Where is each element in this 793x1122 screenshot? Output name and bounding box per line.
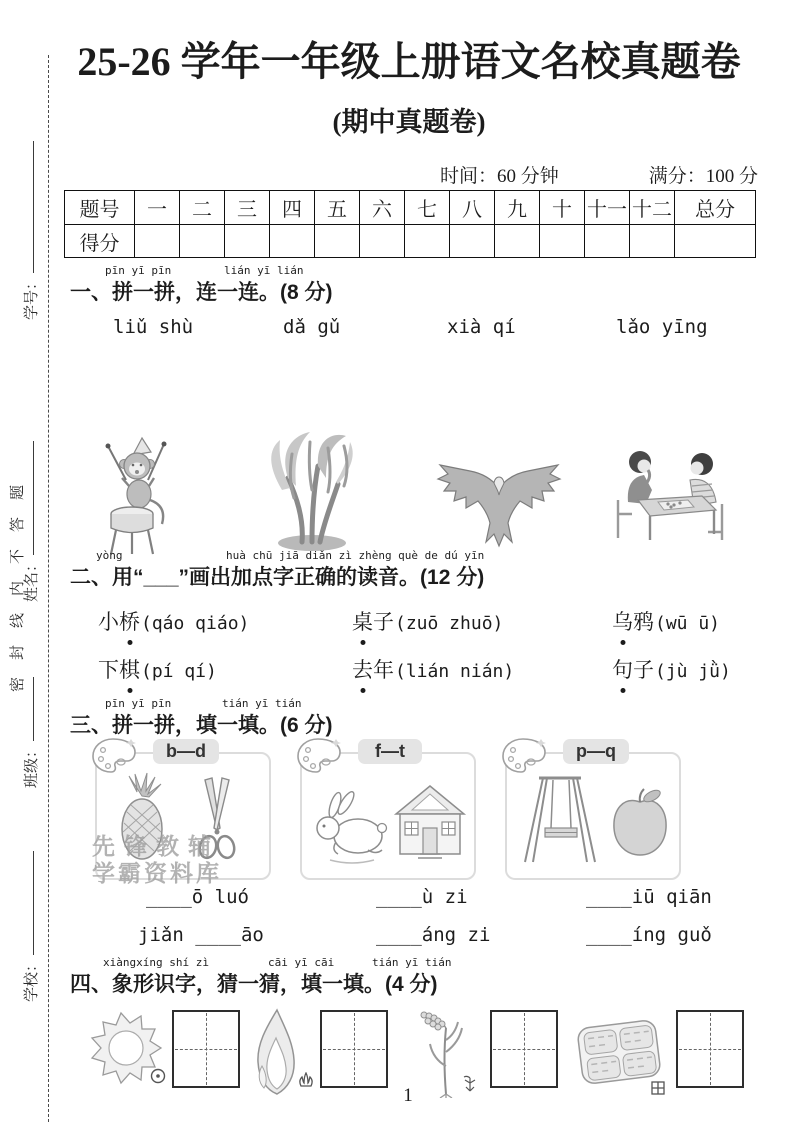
q2-pinyin-2: huà chū jiā diǎn zì zhèng què de dú yīn <box>226 549 485 562</box>
col-header: 十 <box>540 191 585 225</box>
score-cell[interactable] <box>360 225 405 258</box>
time-limit: 时间：60 分钟 <box>440 166 559 187</box>
q2-item <box>612 606 720 636</box>
fill-blank[interactable]: ____ù zi <box>376 886 468 908</box>
q1-pinyin-2: lián yī lián <box>224 264 304 277</box>
page-number: 1 <box>403 1085 413 1106</box>
card-label-bd: b—d <box>153 739 219 764</box>
score-header: 得分 <box>65 225 135 258</box>
table-row <box>65 191 756 225</box>
card-label-pq: p—q <box>563 739 629 764</box>
class-field <box>20 677 41 788</box>
q1-word: lǎo yīng <box>616 316 708 338</box>
q4-pinyin-1: xiàngxíng shí zì <box>103 956 209 969</box>
dotted-char: 乌 <box>612 606 633 636</box>
student-id-label: 学号： <box>24 274 40 320</box>
fill-blank[interactable]: ____íng guǒ <box>586 924 712 946</box>
palette-icon <box>501 736 547 776</box>
score-cell[interactable] <box>540 225 585 258</box>
q1-word: xià qí <box>447 316 516 338</box>
word-char: 子 <box>373 610 394 634</box>
eagle-flying-illustration <box>434 452 564 550</box>
fill-blank[interactable]: ____áng zi <box>376 924 491 946</box>
school-field <box>20 851 41 1002</box>
q1-pinyin-1: pīn yī pīn <box>105 264 172 277</box>
score-cell[interactable] <box>405 225 450 258</box>
col-header: 一 <box>135 191 180 225</box>
score-table <box>64 190 756 258</box>
col-header: 三 <box>225 191 270 225</box>
school-label: 学校： <box>24 956 40 1002</box>
qnum-header: 题号 <box>65 191 135 225</box>
pinyin-options: (lián nián) <box>395 661 515 682</box>
dotted-char: 棋 <box>119 654 140 684</box>
card-label-ft: f—t <box>358 739 422 764</box>
col-header: 八 <box>450 191 495 225</box>
score-cell-total[interactable] <box>675 225 756 258</box>
house-icon <box>390 782 470 862</box>
q2-item <box>98 654 217 684</box>
seal-dashed-line <box>48 55 49 1122</box>
apple-icon <box>609 788 671 858</box>
col-header: 七 <box>405 191 450 225</box>
writing-grid-box[interactable] <box>320 1010 388 1088</box>
score-cell[interactable] <box>630 225 675 258</box>
pinyin-options: (wū ū) <box>655 613 721 634</box>
word-char: 年 <box>373 658 394 682</box>
dotted-char: 桌 <box>352 606 373 636</box>
willow-tree-illustration <box>258 426 366 552</box>
fill-blank[interactable]: ____iū qiān <box>586 886 712 908</box>
exam-info <box>440 161 758 188</box>
watermark-line1: 先锋教辅 <box>92 834 220 859</box>
writing-grid-box[interactable] <box>490 1010 558 1088</box>
col-header: 九 <box>495 191 540 225</box>
writing-grid-box[interactable] <box>172 1010 240 1088</box>
full-score: 满分：100 分 <box>648 166 758 187</box>
col-header: 四 <box>270 191 315 225</box>
monkey-drumming-illustration <box>90 436 180 556</box>
q3-card-pq <box>505 741 681 880</box>
score-cell[interactable] <box>135 225 180 258</box>
seal-line-notice: 密封线内不答题 <box>10 467 26 692</box>
score-cell[interactable] <box>585 225 630 258</box>
student-id-field <box>20 141 41 320</box>
fire-pictograph <box>250 1008 302 1096</box>
pinyin-options: (zuō zhuō) <box>395 613 504 634</box>
q4-pinyin-2: cāi yī cāi <box>268 956 335 969</box>
school-blank[interactable] <box>30 851 34 955</box>
swing-icon <box>519 772 601 864</box>
writing-grid-box[interactable] <box>676 1010 744 1088</box>
q4-pinyin-3: tián yī tián <box>372 956 452 969</box>
q4-heading: 四、象形识字，猜一猜，填一填。(4 分) <box>70 973 438 996</box>
col-header: 十一 <box>585 191 630 225</box>
q2-heading: 二、用“___”画出加点字正确的读音。(12 分) <box>70 566 485 589</box>
watermark <box>92 833 222 887</box>
q3-heading: 三、拼一拼，填一填。(6 分) <box>70 714 333 737</box>
score-cell[interactable] <box>315 225 360 258</box>
score-cell[interactable] <box>495 225 540 258</box>
class-blank[interactable] <box>30 677 34 741</box>
q2-item <box>352 606 503 636</box>
col-header-total: 总分 <box>675 191 756 225</box>
col-header: 十二 <box>630 191 675 225</box>
dotted-char: 句 <box>612 654 633 684</box>
score-cell[interactable] <box>180 225 225 258</box>
score-cell[interactable] <box>225 225 270 258</box>
rabbit-icon <box>308 790 392 864</box>
fill-blank[interactable]: ____ō luó <box>146 886 249 908</box>
palette-icon <box>296 736 342 776</box>
pinyin-options: (qáo qiáo) <box>141 613 250 634</box>
watermark-line2: 学霸资料库 <box>92 861 222 886</box>
dotted-char: 去 <box>352 654 373 684</box>
q2-item <box>612 654 731 684</box>
dotted-char: 桥 <box>119 606 140 636</box>
page-subtitle: (期中真题卷) <box>332 107 486 137</box>
word-char: 子 <box>633 658 654 682</box>
col-header: 六 <box>360 191 405 225</box>
children-playing-chess-illustration <box>610 444 730 548</box>
word-char: 小 <box>98 610 119 634</box>
class-label: 班级： <box>24 742 40 788</box>
table-row <box>65 225 756 258</box>
pinyin-options: (jù jǜ) <box>655 661 731 682</box>
q1-word: liǔ shù <box>113 316 194 338</box>
q1-heading: 一、拼一拼，连一连。(8 分) <box>70 281 333 304</box>
q3-pinyin-2: tián yī tián <box>222 697 302 710</box>
q3-pinyin-1: pīn yī pīn <box>105 697 172 710</box>
name-blank[interactable] <box>30 441 34 555</box>
word-char: 鸦 <box>633 610 654 634</box>
q1-word: dǎ gǔ <box>283 316 341 338</box>
col-header: 五 <box>315 191 360 225</box>
field-pictograph <box>574 1016 664 1088</box>
pinyin-options: (pí qí) <box>141 661 217 682</box>
fill-blank[interactable]: jiǎn ____āo <box>138 924 264 946</box>
q2-pinyin-1: yòng <box>96 549 123 562</box>
word-char: 下 <box>98 658 119 682</box>
q2-item <box>352 654 514 684</box>
q2-item <box>98 606 249 636</box>
col-header: 二 <box>180 191 225 225</box>
score-cell[interactable] <box>450 225 495 258</box>
sun-ancient-glyph-icon <box>150 1068 166 1084</box>
student-id-blank[interactable] <box>30 141 34 273</box>
name-label: 姓名： <box>24 556 40 602</box>
page-title: 25-26 学年一年级上册语文名校真题卷 <box>77 39 741 84</box>
q3-card-ft <box>300 741 476 880</box>
score-cell[interactable] <box>270 225 315 258</box>
palette-icon <box>91 736 137 776</box>
